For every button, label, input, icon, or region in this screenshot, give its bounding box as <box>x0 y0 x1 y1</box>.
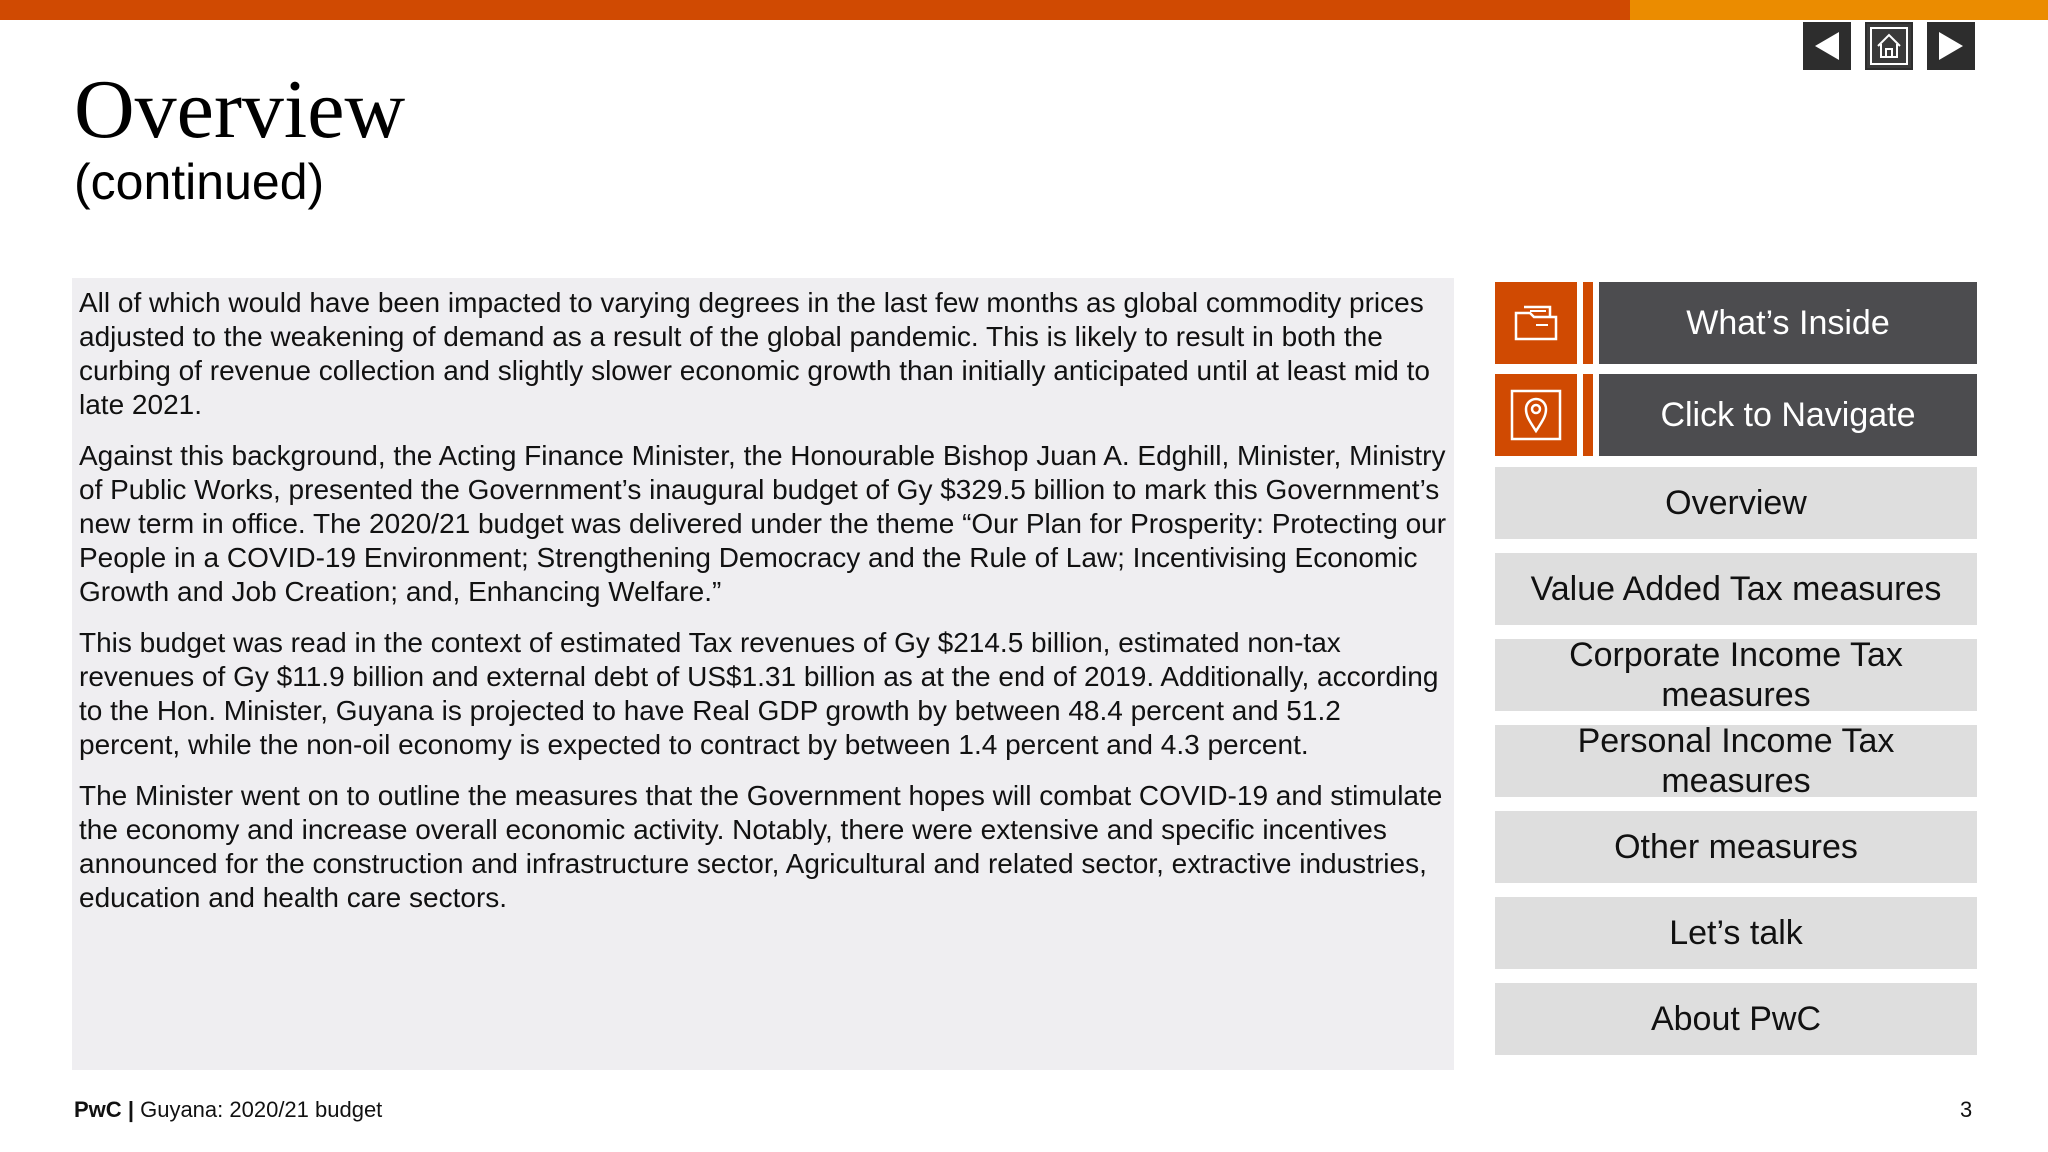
slide-navigation <box>1803 22 1975 70</box>
page-subtitle: (continued) <box>74 154 325 210</box>
footer-caption <box>74 1097 382 1123</box>
accent-stripe <box>1583 374 1593 456</box>
nav-item-personal-income-tax[interactable]: Personal Income Tax measures <box>1495 725 1977 797</box>
nav-item-corporate-income-tax[interactable]: Corporate Income Tax measures <box>1495 639 1977 711</box>
whats-inside-header <box>1495 282 1977 364</box>
next-slide-button[interactable] <box>1927 22 1975 70</box>
nav-item-overview[interactable]: Overview <box>1495 467 1977 539</box>
paragraph: Against this background, the Acting Finance Minister, the Honourable Bishop Juan A. Edghill, Minister, Ministry of Public Works, presented the Government’s inaugural budget of Gy $329.5 billion to mark this Government’s new term in office. The 2020/21 budget was delivered under the theme “Our Plan for Prosperity: Protecting our People in a COVID-19 Environment; Strengthening Democracy and the Rule of Law; Incentivising Economic Growth and Job Creation; and, Enhancing Welfare.” <box>79 440 1447 607</box>
accent-bar-amber <box>1630 0 2048 20</box>
nav-item-value-added-tax[interactable]: Value Added Tax measures <box>1495 553 1977 625</box>
home-icon <box>1870 27 1908 65</box>
paragraph: The Minister went on to outline the measures that the Government hopes will combat COVID-19 and stimulate the economy and increase overall economic activity. Notably, there were extensive and specific incentives announced for the construction and infrastructure sector, Agricultural and related sector, extractive industries, education and health care sectors. <box>79 780 1443 913</box>
map-pin-icon <box>1508 387 1564 443</box>
content-panel <box>72 278 1454 1070</box>
page-number: 3 <box>1960 1097 1973 1122</box>
folder-icon <box>1510 297 1562 349</box>
triangle-right-icon <box>1933 28 1969 64</box>
nav-item-about-pwc[interactable]: About PwC <box>1495 983 1977 1055</box>
folder-icon-box <box>1495 282 1577 364</box>
click-to-navigate-header <box>1495 374 1977 456</box>
footer-separator: | <box>127 1097 134 1122</box>
paragraph: All of which would have been impacted to varying degrees in the last few months as global commodity prices adjusted to the weakening of demand as a result of the global pandemic. This is likely to result in both the curbing of revenue collection and slightly slower economic growth than initially anticipated until at least mid to late 2021. <box>79 287 1430 420</box>
paragraph: This budget was read in the context of estimated Tax revenues of Gy $214.5 billion, estimated non-tax revenues of Gy $11.9 billion and external debt of US$1.31 billion as at the end of 2019. Additionally, according to the Hon. Minister, Guyana is projected to have Real GDP growth by between 48.4 percent and 51.2 percent, while the non-oil economy is expected to contract by between 1.4 percent and 4.3 percent. <box>79 627 1439 760</box>
whats-inside-label: What’s Inside <box>1599 282 1977 364</box>
map-pin-icon-box <box>1495 374 1577 456</box>
nav-item-other-measures[interactable]: Other measures <box>1495 811 1977 883</box>
triangle-left-icon <box>1809 28 1845 64</box>
accent-stripe <box>1583 282 1593 364</box>
footer-brand: PwC <box>74 1097 122 1122</box>
nav-item-lets-talk[interactable]: Let’s talk <box>1495 897 1977 969</box>
accent-bar-orange <box>0 0 1630 20</box>
page-title: Overview <box>74 63 406 156</box>
previous-slide-button[interactable] <box>1803 22 1851 70</box>
top-accent-bar <box>0 0 2048 20</box>
click-to-navigate-label: Click to Navigate <box>1599 374 1977 456</box>
home-button[interactable] <box>1865 22 1913 70</box>
footer-document-title: Guyana: 2020/21 budget <box>140 1097 383 1122</box>
